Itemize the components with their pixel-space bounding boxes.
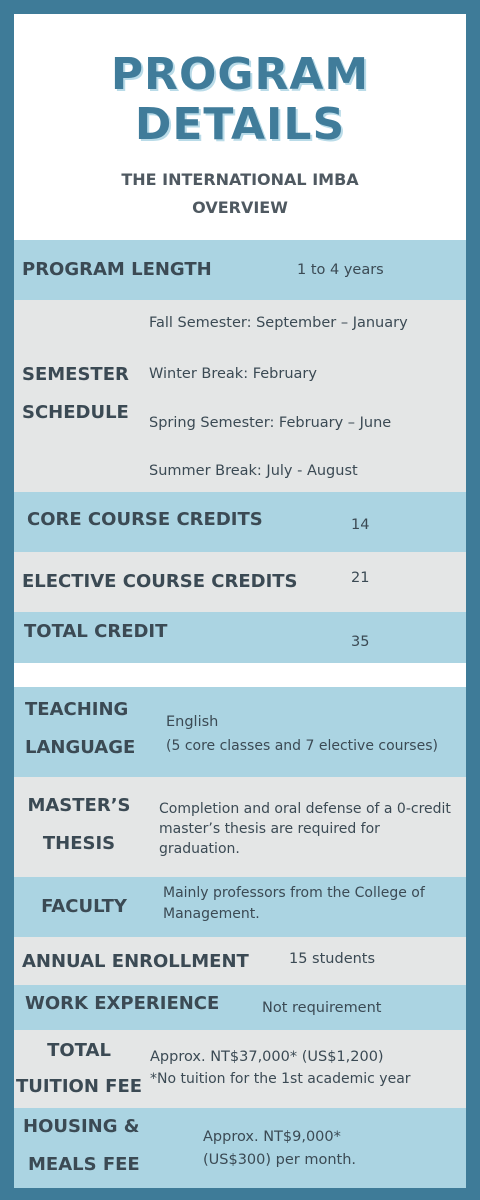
work-experience-label: WORK EXPERIENCE xyxy=(25,993,220,1014)
row-teaching-language xyxy=(14,687,466,777)
row-annual-enrollment xyxy=(14,937,466,985)
masters-thesis-value: Completion and oral defense of a 0-credit master’s thesis are required for graduation. xyxy=(159,801,451,857)
row-core-credits xyxy=(14,492,466,552)
program-length-label: PROGRAM LENGTH xyxy=(22,259,212,280)
masters-thesis-label-line1: MASTER’S xyxy=(27,795,131,816)
row-work-experience xyxy=(14,985,466,1030)
program-details-card xyxy=(14,14,466,1188)
masters-thesis-label-line2: THESIS xyxy=(42,833,116,854)
row-elective-credits xyxy=(14,552,466,612)
row-masters-thesis xyxy=(14,777,466,877)
core-credits-value: 14 xyxy=(351,517,370,533)
teaching-language-value-line2: (5 core classes and 7 elective courses) xyxy=(166,738,438,754)
teaching-language-label-line2: LANGUAGE xyxy=(25,737,136,758)
schedule-item: Spring Semester: February – June xyxy=(149,415,392,431)
tuition-fee-label-line2: TUITION FEE xyxy=(15,1076,143,1097)
subtitle-line1: THE INTERNATIONAL IMBA xyxy=(121,170,359,189)
row-semester-schedule xyxy=(14,300,466,492)
tuition-fee-value-line2: *No tuition for the 1st academic year xyxy=(150,1071,411,1087)
header xyxy=(14,14,466,240)
total-credit-value: 35 xyxy=(351,634,370,650)
annual-enrollment-label: ANNUAL ENROLLMENT xyxy=(22,951,249,972)
housing-fee-value-line2: (US$300) per month. xyxy=(203,1152,357,1168)
semester-schedule-label-line1: SEMESTER xyxy=(22,364,129,385)
row-faculty xyxy=(14,877,466,937)
housing-fee-label-line1: HOUSING & xyxy=(23,1116,140,1137)
total-credit-label: TOTAL CREDIT xyxy=(24,621,168,642)
row-housing-fee xyxy=(14,1108,466,1188)
housing-fee-value-line1: Approx. NT$9,000* xyxy=(203,1129,341,1145)
teaching-language-label-line1: TEACHING xyxy=(25,699,129,720)
schedule-item: Fall Semester: September – January xyxy=(149,315,408,331)
schedule-item: Summer Break: July - August xyxy=(149,463,358,479)
housing-fee-label-line2: MEALS FEE xyxy=(28,1154,140,1175)
program-length-value: 1 to 4 years xyxy=(297,262,384,278)
faculty-label: FACULTY xyxy=(41,896,127,917)
row-program-length xyxy=(14,240,466,300)
faculty-value: Mainly professors from the College of Management. xyxy=(163,885,425,922)
elective-credits-value: 21 xyxy=(351,570,370,586)
subtitle-line2: OVERVIEW xyxy=(192,198,288,217)
row-total-credit xyxy=(14,612,466,663)
tuition-fee-value-line1: Approx. NT$37,000* (US$1,200) xyxy=(150,1049,384,1065)
annual-enrollment-value: 15 students xyxy=(289,951,376,967)
teaching-language-value-line1: English xyxy=(166,714,219,730)
core-credits-label: CORE COURSE CREDITS xyxy=(27,509,263,530)
elective-credits-label: ELECTIVE COURSE CREDITS xyxy=(22,571,298,592)
page-title-line2: DETAILS xyxy=(134,99,346,150)
schedule-item: Winter Break: February xyxy=(149,366,317,382)
page-title-line1: PROGRAM xyxy=(110,49,370,100)
work-experience-value: Not requirement xyxy=(262,1000,382,1016)
tuition-fee-label-line1: TOTAL xyxy=(47,1040,111,1061)
semester-schedule-label-line2: SCHEDULE xyxy=(22,402,129,423)
row-tuition-fee xyxy=(14,1030,466,1108)
